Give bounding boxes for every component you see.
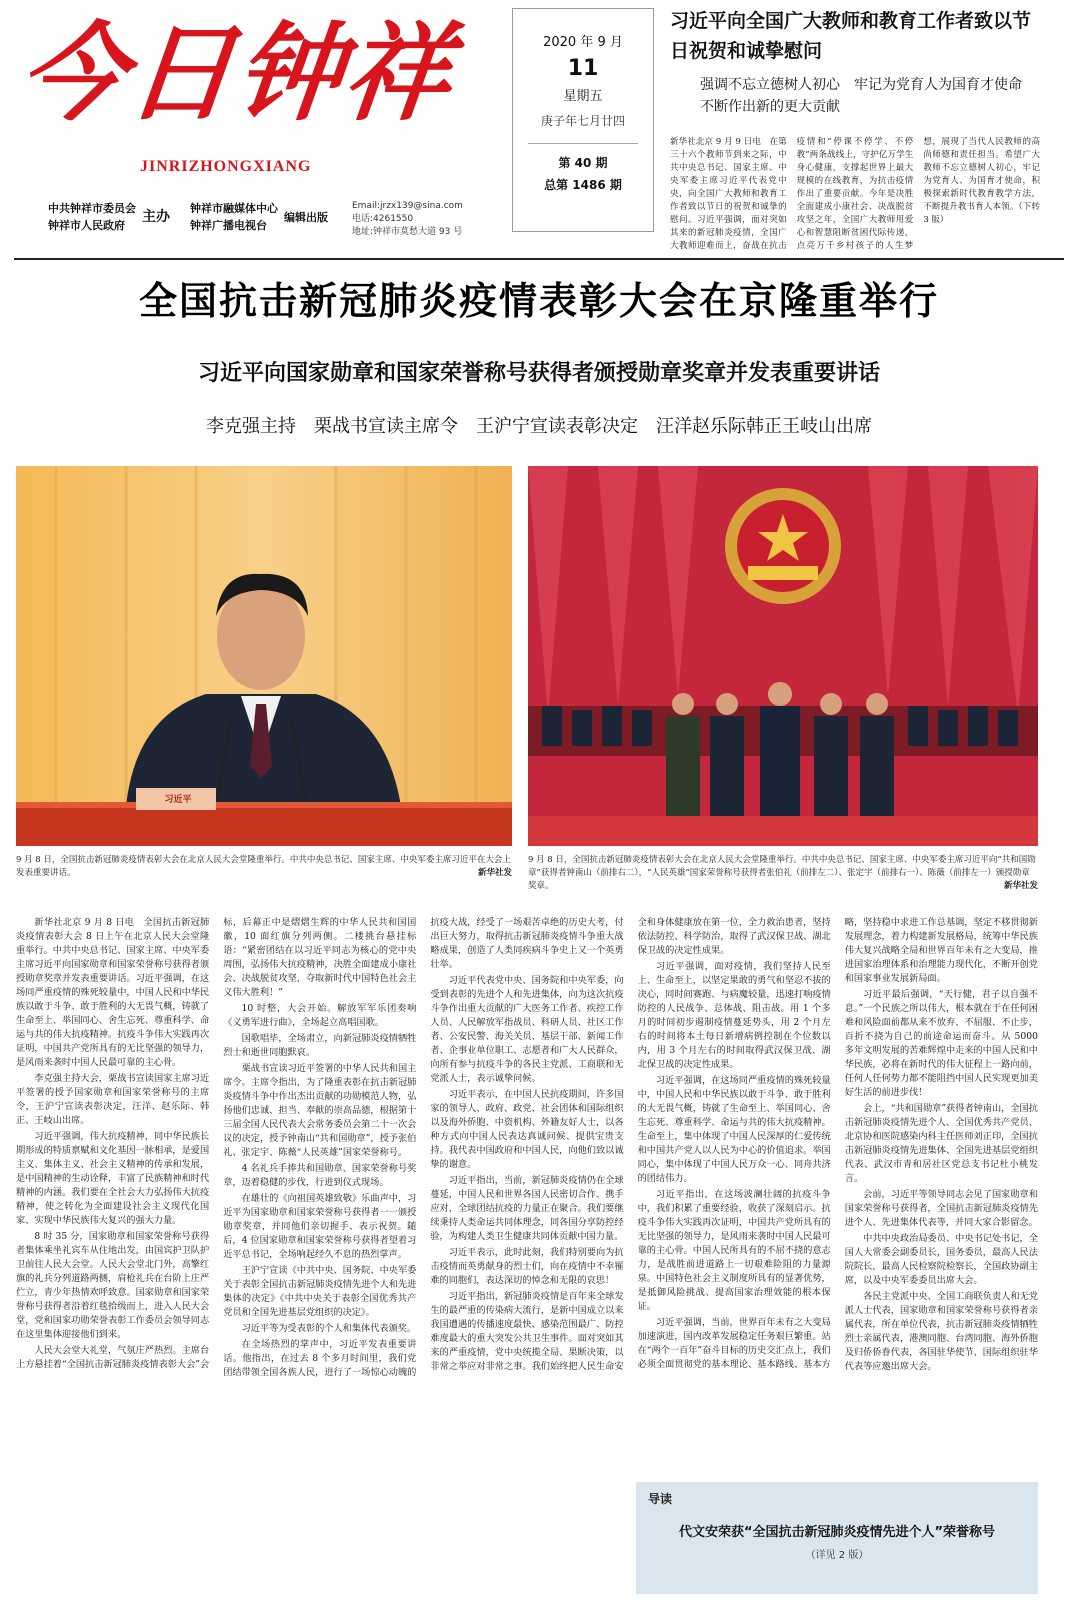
article-paragraph: 在全场热烈的掌声中，习近平发表重要讲话。他指出，在过去 8 个多月时间里，我们党团结带领全国各族人民，进行了一场惊心动魄的抗疫大战，经受了一场艰苦卓绝的历史大考，付出巨大努力，取得抗击新冠肺炎疫情斗争重大战略成果，创造了人类同疾病斗争史上又一个英勇壮举。: [223, 917, 624, 1378]
contact-address: 地址:钟祥市莫愁大道 93 号: [352, 227, 463, 237]
guide-box[interactable]: [636, 1482, 1038, 1594]
article-paragraph: 8 时 35 分，国家勋章和国家荣誉称号获得者集体乘坐礼宾车从住地出发，由国宾护卫队护卫前往人民大会堂。人民大会堂北门外，高擎红旗的礼兵分列道路两侧，肩枪礼兵在台阶上庄严伫立，青少年热情欢呼致意。国家勋章和国家荣誉称号获得者沿着红毯拾级而上，进入人民大会堂，党和国家功勋荣誉表彰工作委员会领导同志在这里集体迎接他们到来。: [16, 1231, 210, 1340]
article-paragraph: 会前，习近平等领导同志会见了国家勋章和国家荣誉称号获得者，全国抗击新冠肺炎疫情先进个人、先进集体代表等，并同大家合影留念。: [844, 1189, 1038, 1228]
issue-total: 总第 1486 期: [544, 178, 622, 192]
article-paragraph: 各民主党派中央、全国工商联负责人和无党派人士代表，国家勋章和国家荣誉称号获得者亲属代表，所在单位代表，抗击新冠肺炎疫情牺牲烈士亲属代表，港澳同胞、台湾同胞、海外侨胞及归侨侨眷代表，各国驻华使节、国际组织驻华代表等应邀出席大会。: [844, 1291, 1038, 1372]
article-paragraph: 习近平强调，面对疫情，我们坚持人民至上、生命至上，以坚定果敢的勇气和坚忍不拔的决心，同时间赛跑、与病魔较量，迅速打响疫情防控的人民战争、总体战、阻击战。用 1 个多月的时间初步遏制疫情蔓延势头，用 2 个月左右的时间将本土每日新增病例控制在个位数以内，用 3 个月左右的时间取得武汉保卫战、湖北保卫战的决定性成果。: [637, 961, 831, 1070]
date-divider: [528, 143, 638, 144]
lead-story: [670, 6, 1040, 254]
article-paragraph: 习近平强调，伟大抗疫精神，同中华民族长期形成的特质禀赋和文化基因一脉相承，是爱国主义、集体主义、社会主义精神的传承和发展，是中国精神的生动诠释，丰富了民族精神和时代精神的内涵。我们要在全社会大力弘扬伟大抗疫精神，使之转化为全面建设社会主义现代化国家、实现中华民族伟大复兴的强大力量。: [16, 1131, 210, 1226]
speech-photo-illustration: [16, 466, 512, 846]
lead-title: 习近平向全国广大教师和教育工作者致以节日祝贺和诚挚慰问: [670, 10, 1032, 62]
article-paragraph: 4 名礼兵手捧共和国勋章、国家荣誉称号奖章，迈着稳健的步伐，行进到仪式现场。: [223, 1163, 417, 1188]
lead-body: 新华社北京 9 月 9 日电 在第三十六个教师节到来之际，中共中央总书记、国家主席、中央军委主席习近平代表党中央，向全国广大教师和教育工作者致以节日的祝贺和诚挚的慰问。习近平强调，面对突如其来的新冠肺炎疫情，全国广大教师迎难而上，奋战在抗击疫情和“停课不停学、不停教”两条战线上，守护亿万学生身心健康，支撑起世界上最大规模的在线教育，为抗击疫情作出了重要贡献。今年是决胜全面建成小康社会、决战脱贫攻坚之年，全国广大教师用爱心和智慧阻断贫困代际传递，点亮万千乡村孩子的人生梦想，展现了当代人民教师的高尚师德和责任担当。希望广大教师不忘立德树人初心，牢记为党育人、为国育才使命，积极探索新时代教育教学方法，不断提升教书育人本领。（下转 3 版）: [670, 137, 1040, 251]
article-paragraph: 国歌唱毕，全场肃立，向新冠肺炎疫情牺牲烈士和逝世同胞默哀。: [223, 1033, 417, 1058]
photo2-caption-text: 9 月 8 日，全国抗击新冠肺炎疫情表彰大会在北京人民大会堂隆重举行。中共中央总书记、国家主席、中央军委主席习近平向“共和国勋章”获得者钟南山（前排右二），“人民英雄”国家荣誉称号获得者张伯礼（前排左二）、张定宇（前排右一）、陈薇（前排左一）颁授勋章奖章。: [528, 855, 1036, 891]
photo2-credit: 新华社发: [1003, 881, 1038, 891]
photo1-credit: 新华社发: [477, 868, 512, 878]
article-paragraph: 人民大会堂大礼堂，气氛庄严热烈。主席台上方悬挂着“全国抗击新冠肺炎疫情表彰大会”会标，后幕正中是熠熠生辉的中华人民共和国国徽，10 面红旗分列两侧。二楼挑台悬挂标语：“紧密团结在以习近平同志为核心的党中央周围，弘扬伟大抗疫精神，决胜全面建成小康社会、决战脱贫攻坚，夺取新时代中国特色社会主义伟大胜利！”: [16, 917, 417, 1370]
article-paragraph: 习近平指出，新冠肺炎疫情是百年来全球发生的最严重的传染病大流行，是新中国成立以来我国遭遇的传播速度最快、感染范围最广、防控难度最大的重大突发公共卫生事件。面对突如其来的严重疫情，党中央统揽全局、果断决策，以非常之举应对非常之事。我们始终把人民生命安全和身体健康放在第一位，全力救治患者，坚持依法防控、科学防治，取得了武汉保卫战、湖北保卫战的决定性成果。: [430, 917, 831, 1372]
award-ceremony-photo: [528, 466, 1038, 846]
speaker-nameplate: 习近平: [164, 795, 192, 805]
article-paragraph: 会上，“共和国勋章”获得者钟南山，全国抗击新冠肺炎疫情先进个人、全国优秀共产党员、北京协和医院感染内科主任医师刘正印，全国抗击新冠肺炎疫情先进集体、全国先进基层党组织代表、武汉市青和居社区党总支书记杜小桃发言。: [844, 1103, 1038, 1184]
publisher-list: [190, 200, 278, 234]
issue-number: 第 40 期: [558, 156, 608, 170]
publisher-tag: 编辑出版: [284, 210, 328, 224]
main-article: [16, 916, 1038, 1566]
main-deck: 李克强主持 栗战书宣读主席令 王沪宁宣读表彰决定 汪洋赵乐际韩正王岐山出席: [206, 416, 872, 437]
newspaper-logo: 今日钟祥: [13, 10, 459, 135]
article-paragraph: 新华社北京 9 月 8 日电 全国抗击新冠肺炎疫情表彰大会 8 日上午在北京人民大会堂隆重举行。中共中央总书记、国家主席、中央军委主席习近平向国家勋章和国家荣誉称号获得者颁授勋章奖章并发表重要讲话。习近平强调，在这场同严重疫情的殊死较量中，中国人民和中华民族以敢于斗争、敢于胜利的大无畏气概，铸就了生命至上、举国同心、舍生忘死、尊重科学、命运与共的伟大抗疫精神。抗疫斗争伟大实践再次证明，中国共产党所具有的无比坚强的领导力，是风雨来袭时中国人民最可靠的主心骨。: [16, 917, 210, 1068]
date-lunar: 庚子年七月廿四: [540, 114, 625, 128]
newspaper-pinyin: JINRIZHONGXIANG: [140, 158, 312, 175]
publisher-name: 钟祥广播电视台: [190, 219, 267, 232]
article-paragraph: 习近平指出，当前，新冠肺炎疫情仍在全球蔓延，中国人民和世界各国人民密切合作、携手应对，全球团结抗疫的力量正在聚合。我们要继续秉持人类命运共同体理念，同各国分享防控经验，为构建人类卫生健康共同体贡献中国力量。: [430, 1175, 624, 1242]
article-paragraph: 在雄壮的《向祖国英雄致敬》乐曲声中，习近平为国家勋章和国家荣誉称号获得者一一颁授勋章奖章，并同他们亲切握手、表示祝贺。随后，4 位国家勋章和国家荣誉称号获得者望着习近平总书记，全场响起经久不息的热烈掌声。: [223, 1193, 417, 1260]
masthead-divider: [14, 258, 1064, 260]
sponsor-list: [48, 200, 136, 234]
sponsor-name: 钟祥市人民政府: [48, 219, 125, 232]
contact-phone: 电话:4261550: [352, 214, 414, 224]
article-paragraph: 习近平最后强调，“天行健，君子以自强不息。”一个民族之所以伟大，根本就在于在任何困难和风险面前都从来不放弃、不屈服、不止步，百折不挠为自己的前途命运而奋斗。从 5000 多年文明发展的苦难辉煌中走来的中国人民和中华民族，必将在新时代的伟大征程上一路向前，任何人任何势力都不能阻挡中国人民实现更加美好生活的前进步伐！: [844, 989, 1038, 1098]
article-paragraph: 习近平代表党中央、国务院和中央军委，向受到表彰的先进个人和先进集体，向为这次抗疫斗争作出重大贡献的广大医务工作者、疾控工作人员、人民解放军指战员、科研人员、社区工作者、公安民警、海关关员、基层干部、新闻工作者、企事业单位职工、志愿者和广大人民群众，向所有参与抗疫斗争的各民主党派、工商联和无党派人士，表示诚挚问候。: [430, 975, 624, 1084]
date-day: 11: [567, 56, 599, 81]
sponsor-block: [48, 200, 328, 234]
contact-info: [352, 200, 463, 239]
masthead: [14, 8, 494, 168]
article-paragraph: 中共中央政治局委员、中央书记处书记，全国人大常委会副委员长，国务委员，最高人民法院院长，最高人民检察院检察长，全国政协副主席，以及中央军委委员出席大会。: [844, 1233, 1038, 1286]
article-paragraph: 王沪宁宣读《中共中央、国务院、中央军委关于表彰全国抗击新冠肺炎疫情先进个人和先进集体的决定》《中共中央关于表彰全国优秀共产党员和全国先进基层党组织的决定》。: [223, 1265, 417, 1318]
guide-headline-link[interactable]: 代文安荣获“全国抗击新冠肺炎疫情先进个人”荣誉称号: [678, 1525, 996, 1540]
article-paragraph: 习近平等为受表彰的个人和集体代表颁奖。: [241, 1323, 417, 1334]
article-paragraph: 习近平表示，此时此刻，我们特别要向为抗击疫情而英勇献身的烈士们，向在疫情中不幸罹难的同胞们，表达深切的悼念和无限的哀思！: [430, 1247, 624, 1286]
article-paragraph: 李克强主持大会，栗战书宣读国家主席习近平签署的授予国家勋章和国家荣誉称号的主席令，王沪宁宣读表彰决定，汪洋、赵乐际、韩正、王岐山出席。: [16, 1073, 210, 1126]
article-paragraph: 习近平强调，当前，世界百年未有之大变局加速演进，国内改革发展稳定任务艰巨繁重。站在“两个一百年”奋斗目标的历史交汇点上，我们必须全面贯彻党的基本理论、基本路线、基本方略，坚持稳中求进工作总基调，坚定不移贯彻新发展理念，着力构建新发展格局，统筹中华民族伟大复兴战略全局和世界百年未有之大变局，推进国家治理体系和治理能力现代化，不断开创党和国家事业发展新局面。: [637, 917, 1038, 1370]
speech-photo: [16, 466, 512, 846]
guide-title: 导读: [648, 1492, 673, 1506]
main-subheadline: 习近平向国家勋章和国家荣誉称号获得者颁授勋章奖章并发表重要讲话: [197, 360, 880, 386]
photo1-caption: [16, 854, 512, 880]
photo2-caption: [528, 854, 1038, 893]
photo1-caption-text: 9 月 8 日，全国抗击新冠肺炎疫情表彰大会在北京人民大会堂隆重举行。中共中央总书记、国家主席、中央军委主席习近平在大会上发表重要讲话。: [16, 855, 511, 878]
publisher-name: 钟祥市融媒体中心: [190, 202, 278, 215]
date-year-month: 2020 年 9 月: [543, 35, 623, 50]
main-headline: 全国抗击新冠肺炎疫情表彰大会在京隆重举行: [138, 279, 939, 323]
article-paragraph: 习近平表示，在中国人民抗疫期间，许多国家的领导人、政府、政党、社会团体和国际组织以及海外侨胞、中资机构、外籍友好人士，以各种方式向中国人民表达真诚问候、提供宝贵支持。我代表中国政府和中国人民，向他们致以诚挚的谢意。: [430, 1089, 624, 1170]
sponsor-name: 中共钟祥市委员会: [48, 202, 136, 215]
date-weekday: 星期五: [563, 89, 603, 104]
article-paragraph: 栗战书宣读习近平签署的中华人民共和国主席令。主席令指出，为了隆重表彰在抗击新冠肺炎疫情斗争中作出杰出贡献的功勋模范人物，弘扬他们忠诚、担当、奉献的崇高品德，根据第十三届全国人民代表大会常务委员会第二十一次会议的决定，授予钟南山“共和国勋章”，授予张伯礼、张定宇、陈薇“人民英雄”国家荣誉称号。: [223, 1063, 417, 1158]
award-ceremony-illustration: [528, 466, 1038, 846]
guide-page-ref: （详见 2 版）: [805, 1550, 869, 1561]
sponsor-tag: 主办: [142, 208, 170, 225]
article-paragraph: 10 时整，大会开始。解放军军乐团奏响《义勇军进行曲》，全场起立高唱国歌。: [223, 1003, 417, 1028]
article-paragraph: 习近平指出，在这场波澜壮阔的抗疫斗争中，我们积累了重要经验，收获了深刻启示。抗疫斗争伟大实践再次证明，中国共产党所具有的无比坚强的领导力，是风雨来袭时中国人民最可靠的主心骨。中国人民所具有的不屈不挠的意志力，是战胜前进道路上一切艰难险阻的力量源泉。中国特色社会主义制度所具有的显著优势，是抵御风险挑战、提高国家治理效能的根本保证。: [637, 1189, 831, 1312]
article-paragraph: 习近平强调，在这场同严重疫情的殊死较量中，中国人民和中华民族以敢于斗争、敢于胜利的大无畏气概，铸就了生命至上、举国同心、舍生忘死、尊重科学、命运与共的伟大抗疫精神。生命至上，集中体现了中国人民深厚的仁爱传统和中国共产党人以人民为中心的价值追求。举国同心，集中体现了中国人民万众一心、同舟共济的团结伟力。: [637, 1075, 831, 1184]
date-box: [512, 8, 654, 232]
contact-email: Email:jrzx139@sina.com: [352, 201, 463, 211]
lead-subtitle: 强调不忘立德树人初心 牢记为党育人为国育才使命 不断作出新的更大贡献: [700, 77, 1036, 115]
